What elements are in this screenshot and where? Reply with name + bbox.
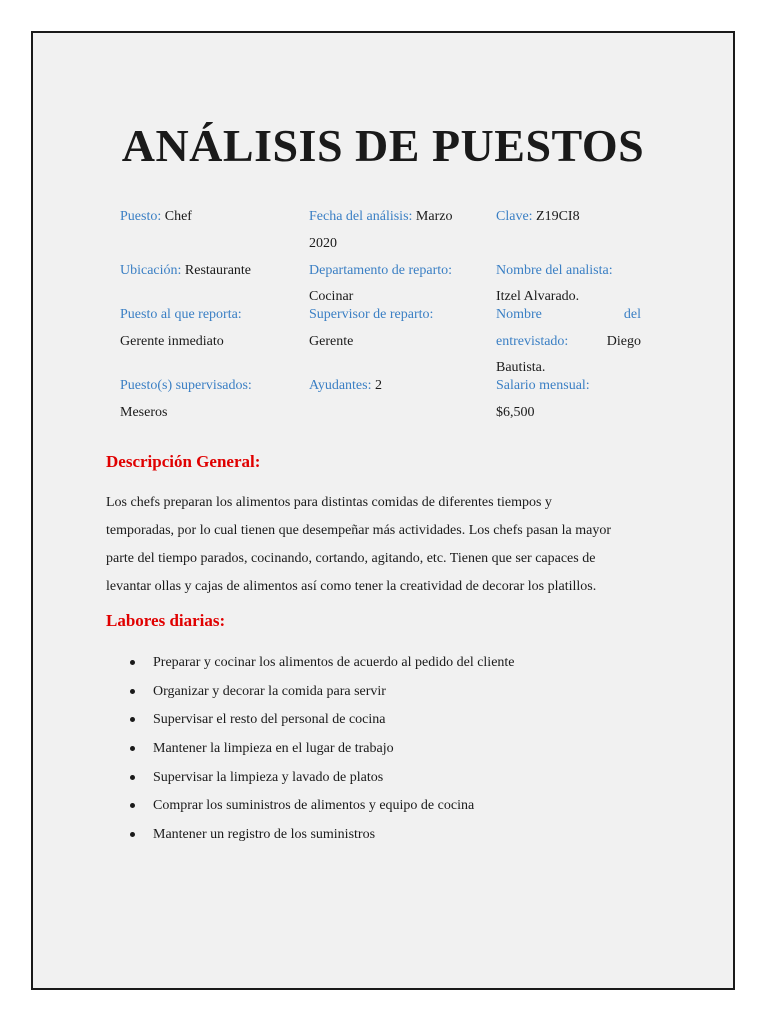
bullet-icon [130, 746, 135, 751]
list-item-text: Supervisar el resto del personal de cocina [153, 712, 386, 728]
document-page [31, 31, 735, 990]
info-supervisor-label: Supervisor de reparto: [309, 307, 434, 322]
descripcion-line: temporadas, por lo cual tienen que desempeñar más actividades. Los chefs pasan la mayor [106, 523, 611, 538]
bullet-icon [130, 660, 135, 665]
info-ayudantes-value: 2 [374, 378, 382, 393]
list-item [128, 735, 515, 764]
bullet-icon [130, 803, 135, 808]
bullet-icon [130, 775, 135, 780]
info-clave-value: Z19CI8 [536, 209, 580, 224]
info-puesto [120, 203, 192, 230]
document-title: ANÁLISIS DE PUESTOS [121, 120, 645, 171]
info-entrevistado-line2 [496, 328, 641, 355]
descripcion-line: parte del tiempo parados, cocinando, cortando, agitando, etc. Tienen que ser capaces de [106, 551, 596, 566]
descripcion-line: levantar ollas y cajas de alimentos así como tener la creatividad de decorar los platillos. [106, 579, 597, 594]
info-fecha-value-line1: Marzo [415, 209, 453, 224]
info-entrevistado-label-word2: del [623, 307, 641, 322]
labores-list [128, 649, 515, 850]
list-item [128, 792, 515, 821]
info-supervisor-value: Gerente [309, 334, 354, 349]
info-analista-label: Nombre del analista: [496, 263, 613, 278]
list-item-text: Organizar y decorar la comida para servir [153, 683, 386, 699]
info-clave [496, 203, 580, 230]
info-entrevistado-value-line2: Bautista. [496, 360, 546, 375]
info-fecha-value-line2: 2020 [309, 236, 337, 251]
descripcion-line: Los chefs preparan los alimentos para distintas comidas de diferentes tiempos y [106, 495, 552, 510]
list-item [128, 706, 515, 735]
info-clave-label: Clave: [496, 209, 533, 224]
info-puesto-value: Chef [164, 209, 192, 224]
info-ayudantes [309, 372, 382, 399]
info-departamento-label: Departamento de reparto: [309, 263, 453, 278]
info-reporta-label: Puesto al que reporta: [120, 307, 242, 322]
info-salario-label: Salario mensual: [496, 378, 590, 393]
list-item-text: Supervisar la limpieza y lavado de platos [153, 769, 384, 785]
info-entrevistado-label-word1: Nombre [496, 307, 542, 322]
info-ubicacion-value: Restaurante [184, 263, 252, 278]
list-item-text: Preparar y cocinar los alimentos de acuerdo al pedido del cliente [153, 655, 515, 670]
list-item-text: Mantener la limpieza en el lugar de trabajo [153, 741, 394, 757]
info-entrevistado-value-line1: Diego [606, 334, 641, 349]
list-item [128, 764, 515, 793]
info-ubicacion-label: Ubicación: [120, 263, 182, 278]
info-fecha-label: Fecha del análisis: [309, 209, 413, 224]
descripcion-heading: Descripción General: [106, 452, 261, 471]
info-analista-value: Itzel Alvarado. [496, 289, 580, 304]
info-departamento-value: Cocinar [309, 289, 354, 304]
labores-heading: Labores diarias: [106, 611, 226, 630]
list-item-text: Mantener un registro de los suministros [153, 827, 376, 843]
bullet-icon [130, 717, 135, 722]
list-item-text: Comprar los suministros de alimentos y equipo de cocina [153, 798, 475, 814]
list-item [128, 678, 515, 707]
info-reporta-value: Gerente inmediato [120, 334, 224, 349]
info-supervisados-value: Meseros [120, 405, 168, 420]
info-puesto-label: Puesto: [120, 209, 162, 224]
descripcion-paragraph [106, 489, 666, 601]
bullet-icon [130, 689, 135, 694]
info-salario-value: $6,500 [496, 405, 535, 420]
info-entrevistado-label-word3: entrevistado: [496, 334, 569, 349]
bullet-icon [130, 832, 135, 837]
info-entrevistado-label-line1 [496, 301, 641, 328]
info-ubicacion [120, 257, 251, 284]
info-supervisados-label: Puesto(s) supervisados: [120, 378, 252, 393]
list-item [128, 821, 515, 850]
info-fecha [309, 203, 452, 230]
list-item [128, 649, 515, 678]
info-ayudantes-label: Ayudantes: [309, 378, 372, 393]
